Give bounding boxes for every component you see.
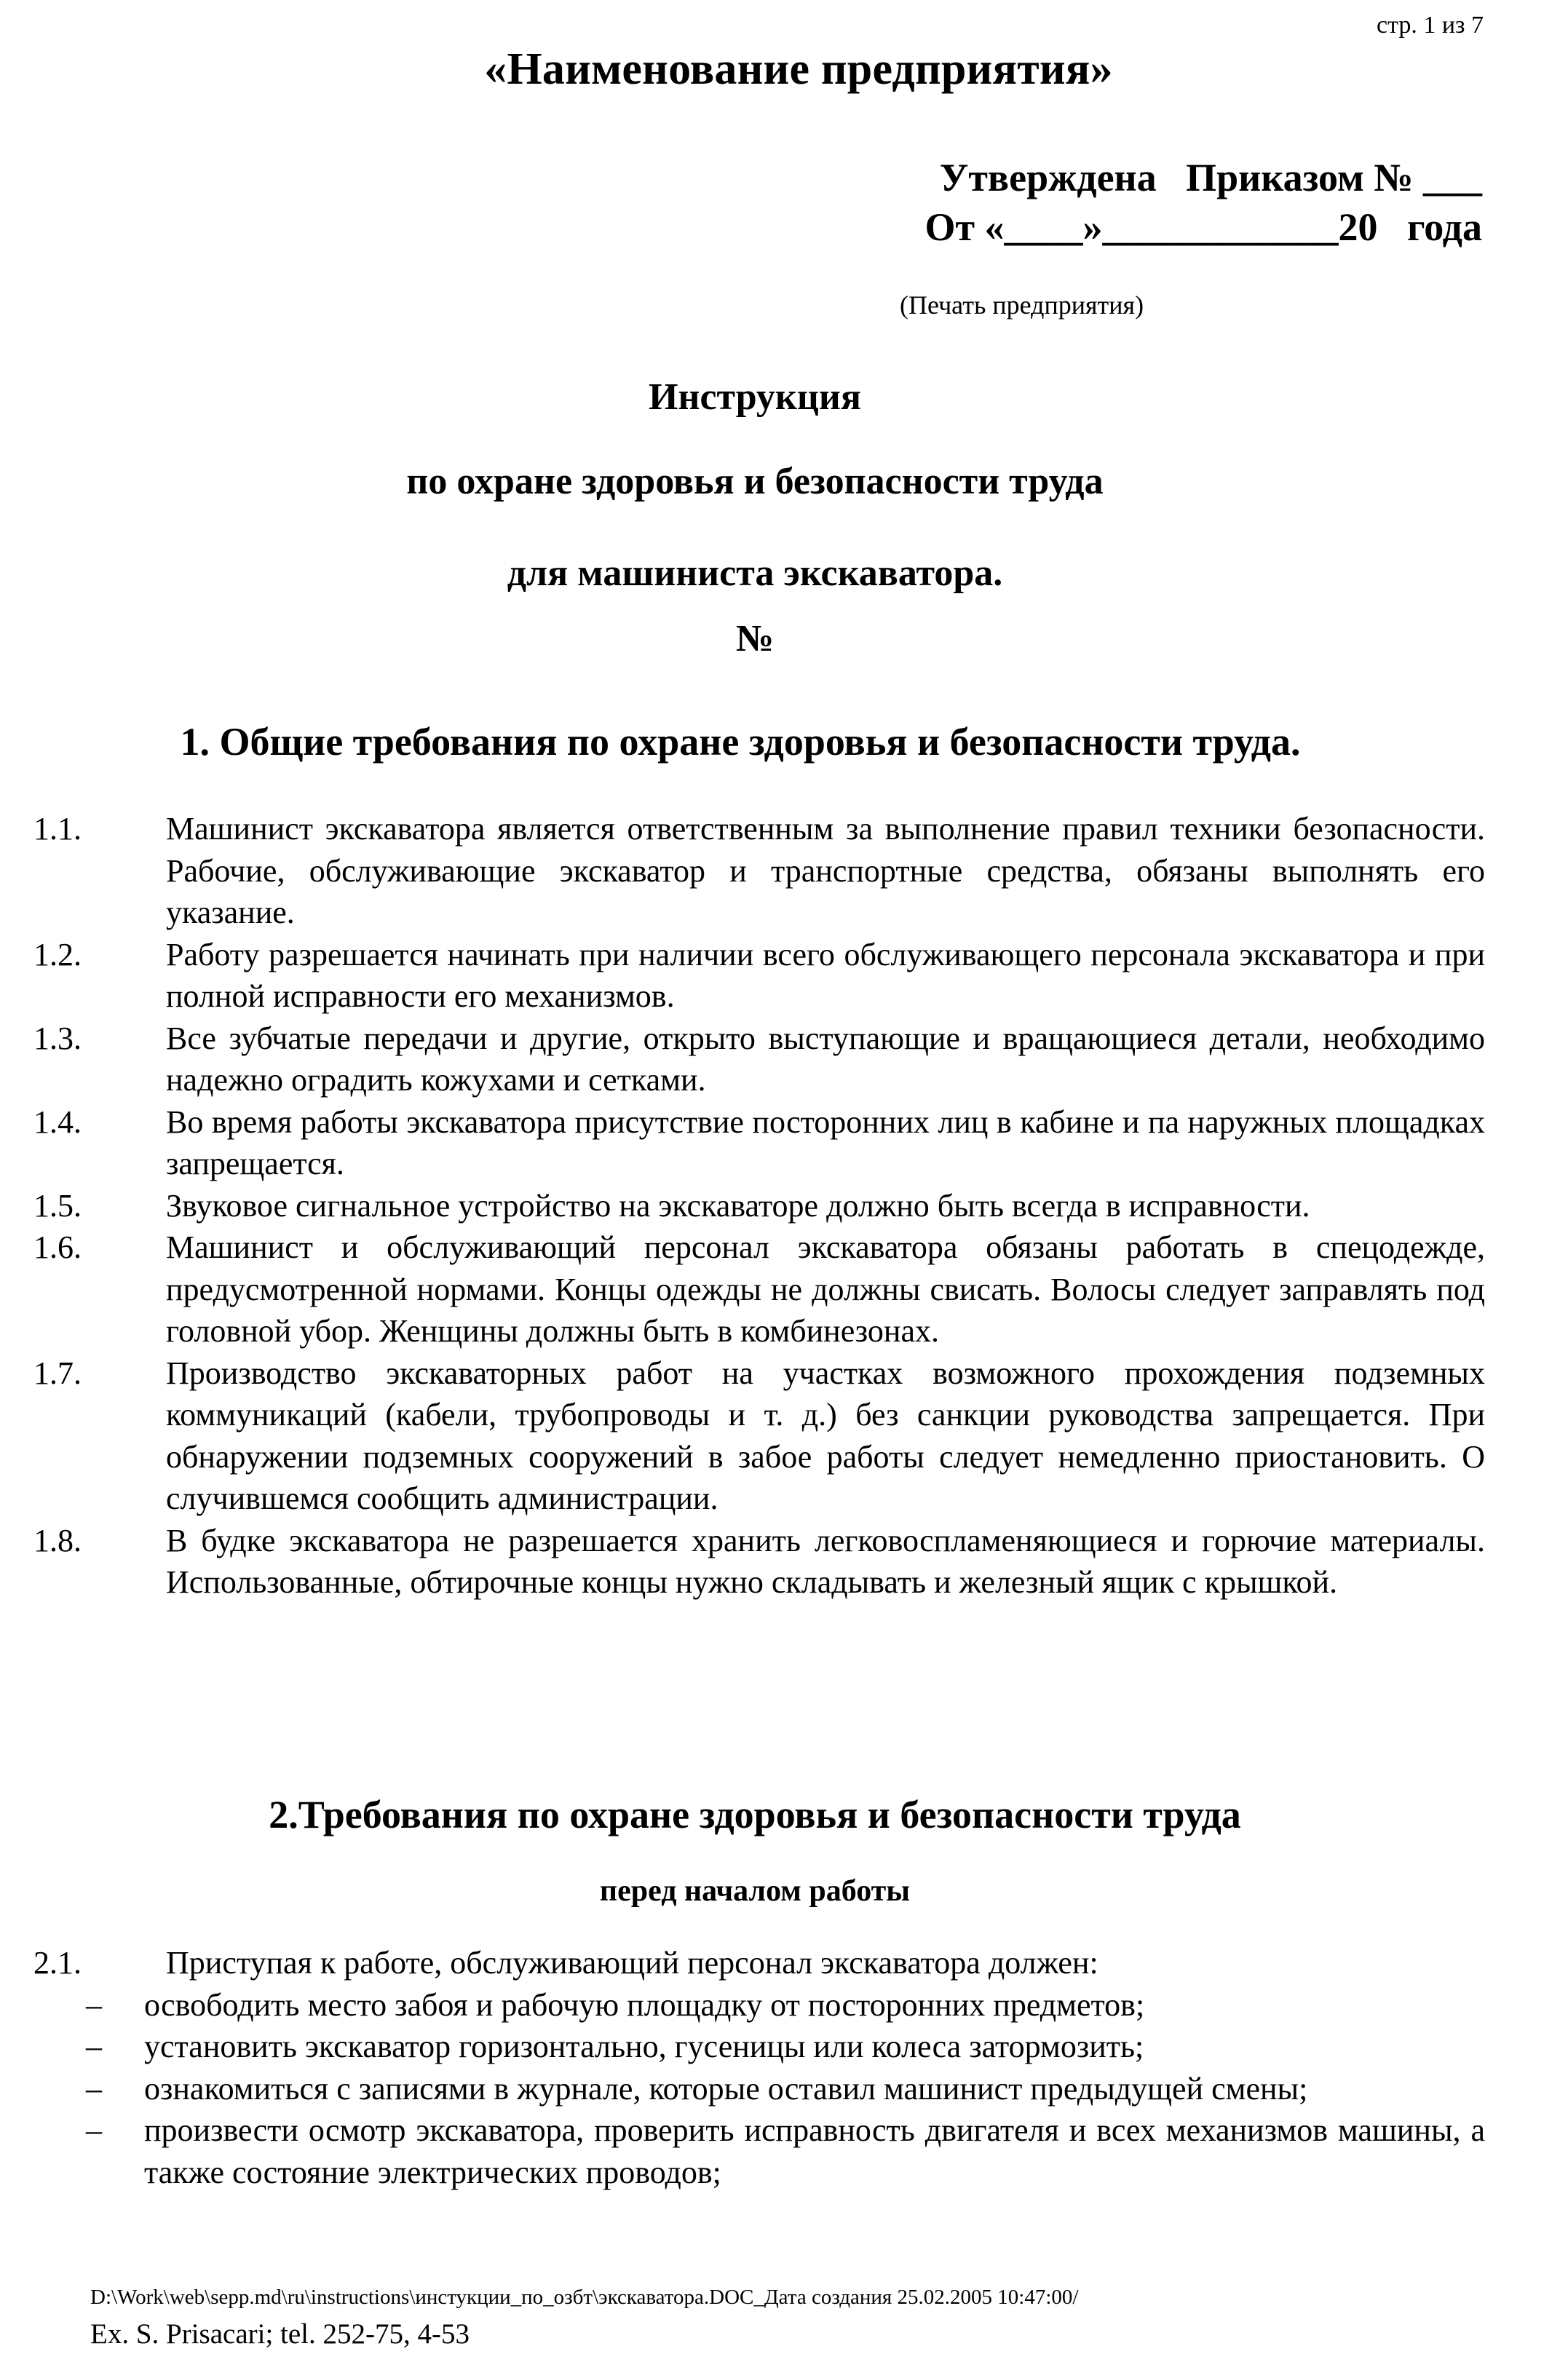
list-item: [33, 1185, 1485, 1227]
list-item: [33, 808, 1485, 934]
company-stamp-label: (Печать предприятия): [900, 290, 1144, 320]
document-title-subject: по охране здоровья и безопасности труда: [406, 461, 1104, 502]
list-item: [33, 1520, 1485, 1604]
bullet-item-text: ознакомиться с записями в журнале, которые оставил машинист предыдущей смены;: [144, 2070, 1308, 2107]
page-number: стр. 1 из 7: [1377, 12, 1484, 39]
section-1-heading: 1. Общие требования по охране здоровья и безопасности труда.: [180, 720, 1301, 764]
bullet-item-text: установить экскаватор горизонтально, гусеницы или колеса затормозить;: [144, 2029, 1144, 2064]
list-item: [33, 1226, 1485, 1352]
document-title-profession: для машиниста экскаватора.: [507, 552, 1003, 594]
list-item-number: 1.6.: [33, 1229, 82, 1265]
dash-bullet: –: [86, 2070, 102, 2107]
list-item: [33, 1942, 1485, 1984]
bullet-item-text: освободить место забоя и рабочую площадку от посторонних предметов;: [144, 1986, 1145, 2023]
company-name: [0, 44, 1568, 95]
dash-bullet: –: [86, 1986, 102, 2023]
list-item-number: 1.3.: [33, 1020, 82, 1056]
section-2-subheading: перед началом работы: [599, 1874, 911, 1908]
footer-contact: Ex. S. Prisacari; tel. 252-75, 4-53: [90, 2318, 470, 2350]
list-item-number: 1.2.: [33, 936, 82, 972]
list-item: [33, 1018, 1485, 1101]
list-item-number: 1.8.: [33, 1522, 82, 1558]
bullet-item: [33, 1984, 1485, 2026]
bullet-item-text: произвести осмотр экскаватора, проверить исправность двигателя и всех механизмов машины, а также состояние электрических проводов;: [144, 2112, 1485, 2190]
footer-file-path: D:\Work\web\sepp.md\ru\instructions\инстукции_по_озбт\экскаватора.DOC_Дата создания 25.02.2005 10:47:00/: [90, 2286, 1079, 2309]
list-item-number: 1.7.: [33, 1355, 82, 1391]
list-item-text: Все зубчатые передачи и другие, открыто выступающие и вращающиеся детали, необходимо надежно оградить кожухами и сетками.: [166, 1020, 1485, 1098]
document-number-sign: №: [735, 618, 775, 659]
dash-bullet: –: [86, 2029, 102, 2064]
company-name-text: «Наименование предприятия»: [484, 44, 1113, 94]
list-item-text: Во время работы экскаватора присутствие посторонних лиц в кабине и па наружных площадках запрещается.: [166, 1103, 1485, 1181]
approval-date-line: От «____»____________20 года: [924, 205, 1482, 249]
list-item: [33, 1101, 1485, 1185]
approval-order-line: Утверждена Приказом № ___: [939, 156, 1482, 199]
bullet-item: [33, 2109, 1485, 2193]
list-item-text: Производство экскаваторных работ на участках возможного прохождения подземных коммуникаций (кабели, трубопроводы и т. д.) без санкции руководства запрещается. При обнаружении подземных сооружений в забое работы следует немедленно приостановить. О случившемся сообщить администрации.: [166, 1355, 1485, 1516]
list-item-number: 1.4.: [33, 1103, 82, 1140]
list-item-text: Звуковое сигнальное устройство на экскаваторе должно быть всегда в исправности.: [166, 1187, 1310, 1224]
list-item-text: Машинист и обслуживающий персонал экскаватора обязаны работать в спецодежде, предусмотренной нормами. Концы одежды не должны свисать. Волосы следует заправлять под головной убор. Женщины должны быть в комбинезонах.: [166, 1229, 1485, 1349]
dash-bullet: –: [86, 2112, 102, 2148]
section-1-list: [33, 808, 1485, 1604]
document-title: Инструкция: [649, 376, 861, 418]
list-item-number: 1.1.: [33, 811, 82, 847]
list-item-number: 2.1.: [33, 1945, 82, 1981]
list-item: [33, 934, 1485, 1018]
bullet-item: [33, 2026, 1485, 2068]
list-item-text: Машинист экскаватора является ответственным за выполнение правил техники безопасности. Рабочие, обслуживающие экскаватор и транспортные средства, обязаны выполнять его указание.: [166, 811, 1485, 930]
list-item-text: Приступая к работе, обслуживающий персонал экскаватора должен:: [166, 1945, 1098, 1981]
list-item-text: Работу разрешается начинать при наличии всего обслуживающего персонала экскаватора и при полной исправности его механизмов.: [166, 936, 1485, 1014]
list-item-text: В будке экскаватора не разрешается хранить легковоспламеняющиеся и горючие материалы. Использованные, обтирочные концы нужно складывать и железный ящик с крышкой.: [166, 1522, 1485, 1600]
list-item: [33, 1352, 1485, 1520]
list-item-number: 1.5.: [33, 1187, 82, 1224]
bullet-item: [33, 2068, 1485, 2110]
approval-block: [925, 153, 1482, 252]
section-2-heading: 2.Требования по охране здоровья и безопасности труда: [269, 1793, 1241, 1836]
section-2-list: [33, 1942, 1485, 2193]
